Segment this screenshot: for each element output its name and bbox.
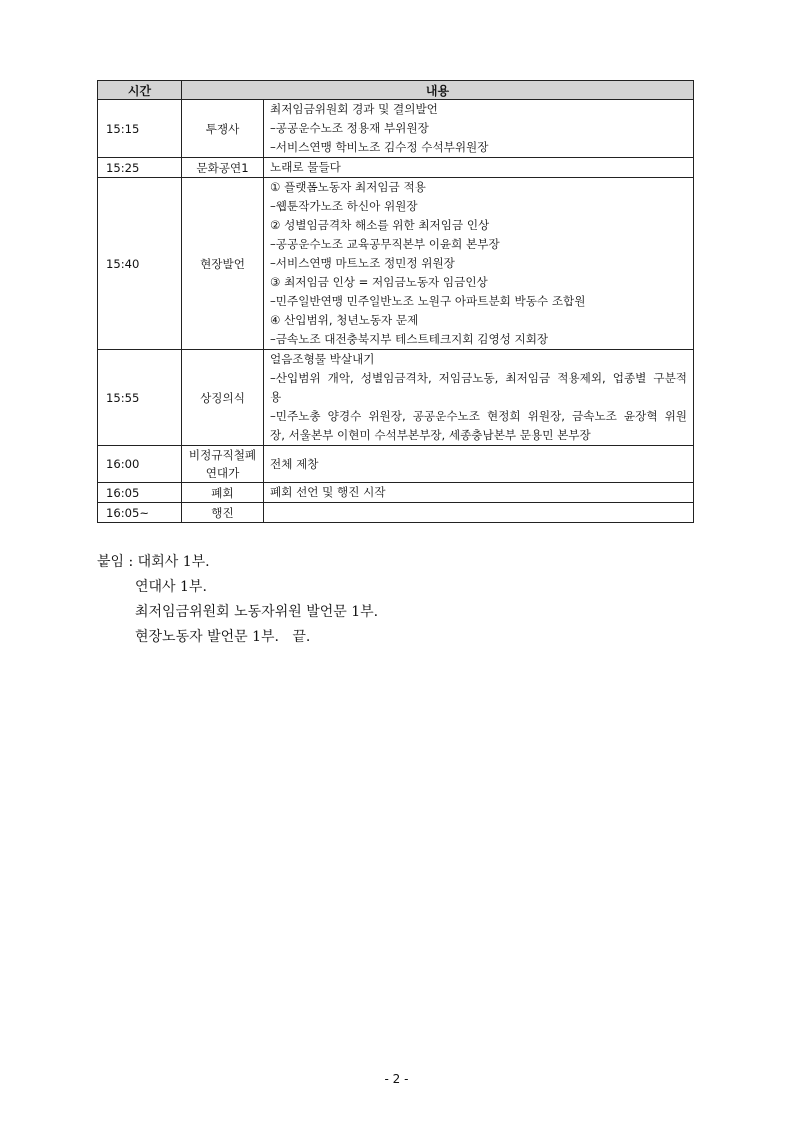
row-content <box>264 446 694 483</box>
row-item <box>182 100 264 158</box>
attachments-label: 붙임 : <box>97 554 138 570</box>
row-item <box>182 503 264 523</box>
attachment-item: 최저임금위원회 노동자위원 발언문 1부. <box>135 604 379 620</box>
row-item-line: 비정규직철폐 <box>188 448 257 462</box>
row-time: 15:15 <box>98 100 182 158</box>
attachment-item: 현장노동자 발언문 1부. 끝. <box>135 629 311 645</box>
row-time: 15:25 <box>98 158 182 178</box>
content-line: 최저임금위원회 경과 및 결의발언 <box>270 102 438 116</box>
row-time: 15:55 <box>98 350 182 446</box>
attachments-section <box>97 550 378 650</box>
row-content <box>264 483 694 503</box>
row-content <box>264 503 694 523</box>
content-line: 얼음조형물 박살내기 <box>270 352 375 366</box>
content-line: 노래로 물들다 <box>270 160 341 174</box>
row-item <box>182 483 264 503</box>
content-line: –웹툰작가노조 하신아 위원장 <box>270 199 418 213</box>
row-content <box>264 350 694 446</box>
event-schedule-table <box>97 80 694 523</box>
content-line: –공공운수노조 교육공무직본부 이윤희 본부장 <box>270 237 500 251</box>
row-time: 16:05~ <box>98 503 182 523</box>
attachment-line <box>97 550 378 575</box>
row-item-line: 상징의식 <box>200 390 245 405</box>
row-time: 16:05 <box>98 483 182 503</box>
table-row <box>98 100 694 158</box>
content-line: –서비스연맹 마트노조 정민정 위원장 <box>270 256 455 270</box>
content-line: ① 플랫폼노동자 최저임금 적용 <box>270 180 426 194</box>
row-item-line: 문화공연1 <box>196 160 249 175</box>
row-content <box>264 158 694 178</box>
row-item <box>182 350 264 446</box>
table-row <box>98 483 694 503</box>
header-content: 내용 <box>182 81 694 100</box>
row-item <box>182 178 264 350</box>
table-row <box>98 158 694 178</box>
content-line: –서비스연맹 학비노조 김수정 수석부위원장 <box>270 140 489 154</box>
row-content <box>264 178 694 350</box>
row-item-line: 투쟁사 <box>205 121 240 136</box>
row-item-line: 현장발언 <box>200 256 245 271</box>
row-item-line: 연대가 <box>205 466 240 480</box>
content-line: 전체 제창 <box>270 456 319 471</box>
table-row <box>98 446 694 483</box>
row-item <box>182 446 264 483</box>
content-line: ④ 산입범위, 청년노동자 문제 <box>270 313 419 327</box>
header-time: 시간 <box>98 81 182 100</box>
content-line: –금속노조 대전충북지부 테스트테크지회 김영성 지회장 <box>270 332 549 346</box>
row-time: 15:40 <box>98 178 182 350</box>
row-time: 16:00 <box>98 446 182 483</box>
content-line: –민주노총 양경수 위원장, 공공운수노조 현정희 위원장, 금속노조 윤장혁 위원 <box>270 409 687 423</box>
row-item-line: 행진 <box>211 505 234 520</box>
table-row <box>98 350 694 446</box>
content-line: –산입범위 개악, 성별임금격차, 저임금노동, 최저임금 적용제외, 업종별 구분적 <box>270 371 687 385</box>
content-line: –공공운수노조 정용재 부위원장 <box>270 121 429 135</box>
content-line: 폐회 선언 및 행진 시작 <box>270 485 386 499</box>
table-row <box>98 178 694 350</box>
attachment-item: 연대사 1부. <box>135 579 207 595</box>
table-header-row <box>98 81 694 100</box>
row-item-line: 폐회 <box>211 485 234 500</box>
content-line: –민주일반연맹 민주일반노조 노원구 아파트분회 박동수 조합원 <box>270 294 586 308</box>
content-line: ② 성별임금격차 해소를 위한 최저임금 인상 <box>270 218 490 232</box>
content-line: ③ 최저임금 인상 = 저임금노동자 임금인상 <box>270 275 488 289</box>
row-content <box>264 100 694 158</box>
content-line: 용 <box>270 390 282 404</box>
row-item <box>182 158 264 178</box>
content-line-empty <box>270 503 687 522</box>
page-number: - 2 - <box>384 1072 409 1086</box>
content-line: 장, 서울본부 이현미 수석부본부장, 세종충남본부 문용민 본부장 <box>270 428 591 442</box>
table-row <box>98 503 694 523</box>
attachment-item: 대회사 1부. <box>137 554 210 570</box>
